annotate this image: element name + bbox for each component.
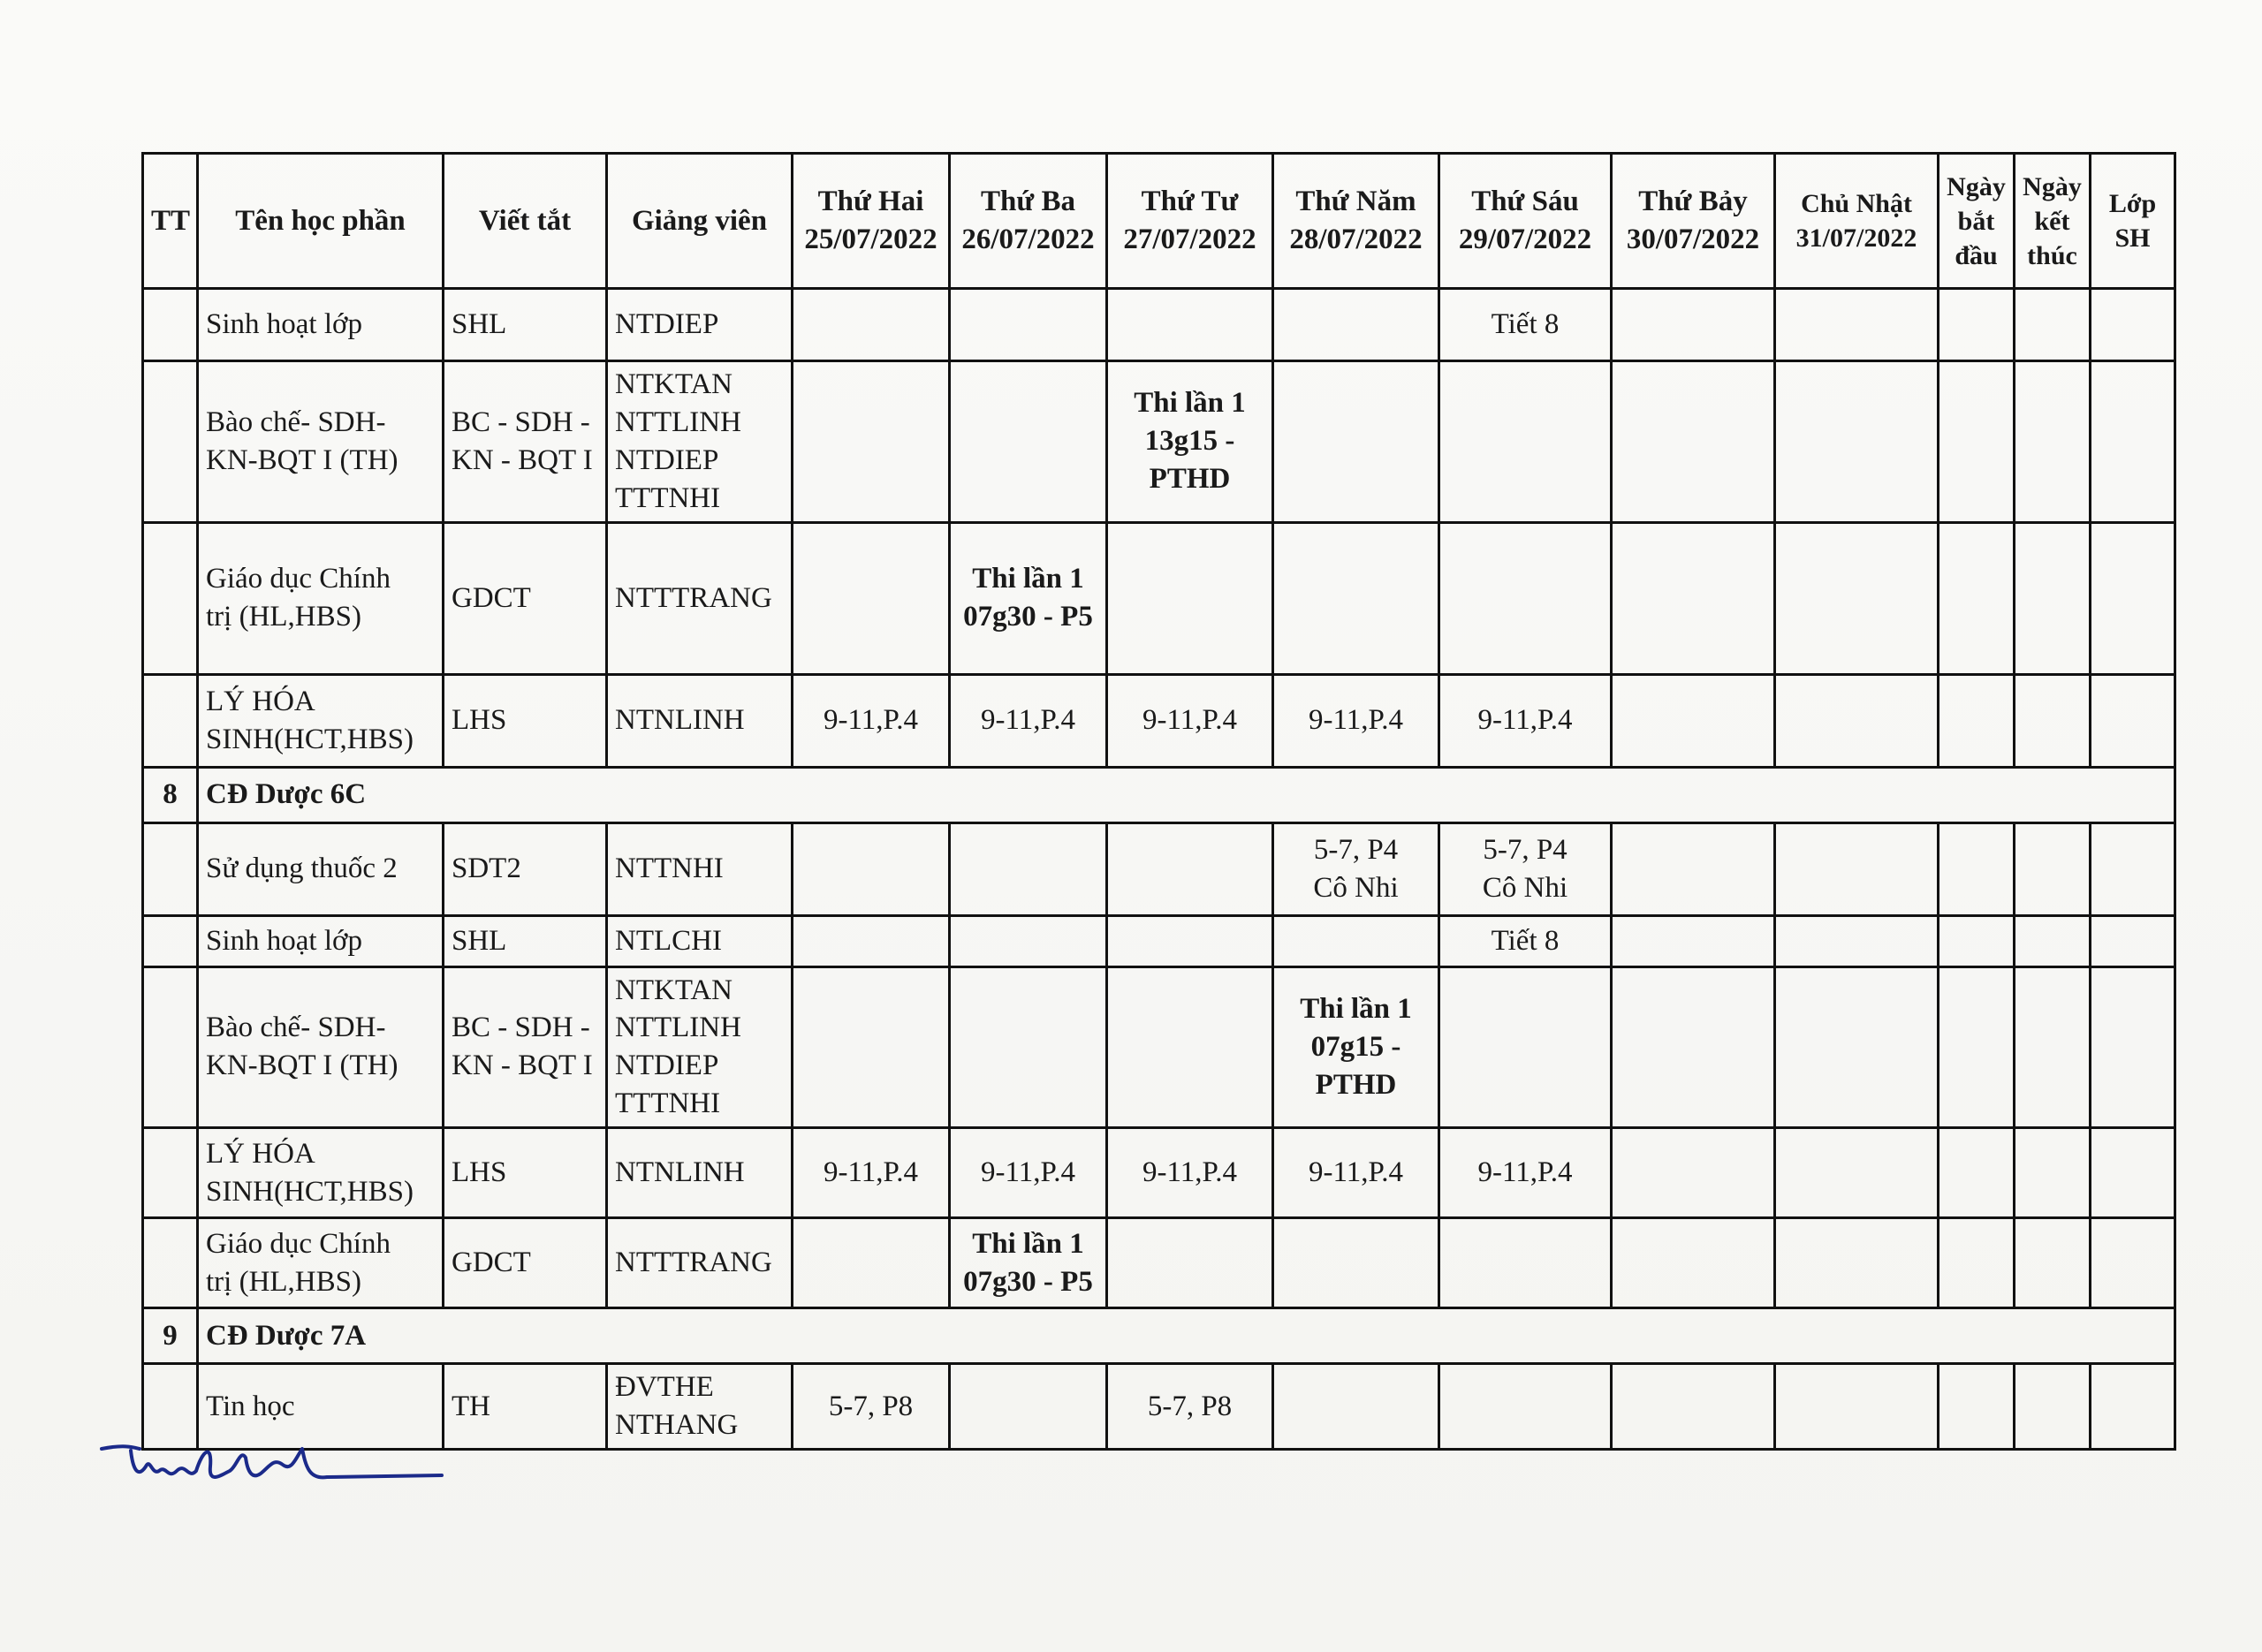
day-name: Thứ Ba xyxy=(981,186,1075,218)
day-cell: 9-11,P.4 xyxy=(1439,1128,1612,1218)
header-day-1 xyxy=(793,154,950,289)
day-cell xyxy=(793,966,950,1128)
header-day-2 xyxy=(950,154,1107,289)
schedule-body xyxy=(143,289,2175,1450)
day-cell xyxy=(1775,966,1939,1128)
group-number: 8 xyxy=(143,767,198,822)
day-cell: 9-11,P.4 xyxy=(1107,674,1273,767)
schedule-table xyxy=(141,152,2176,1451)
day-name: Thứ Tư xyxy=(1141,186,1239,218)
empty-cell xyxy=(2091,822,2175,915)
day-cell: 9-11,P.4 xyxy=(793,1128,950,1218)
abbr-cell: TH xyxy=(444,1364,607,1450)
day-cell xyxy=(1775,361,1939,523)
day-cell xyxy=(1775,915,1939,966)
day-cell: Thi lần 1 07g30 - P5 xyxy=(950,522,1107,674)
day-cell xyxy=(1612,522,1775,674)
day-date: 26/07/2022 xyxy=(961,224,1095,255)
day-cell: 9-11,P.4 xyxy=(1107,1128,1273,1218)
table-row xyxy=(143,822,2175,915)
day-cell: 9-11,P.4 xyxy=(1273,1128,1439,1218)
tt-cell xyxy=(143,915,198,966)
lecturer-cell: ĐVTHE NTHANG xyxy=(607,1364,793,1450)
tt-cell xyxy=(143,674,198,767)
day-cell xyxy=(1273,915,1439,966)
empty-cell xyxy=(2015,822,2091,915)
day-cell xyxy=(1775,1218,1939,1308)
course-cell: Giáo dục Chính trị (HL,HBS) xyxy=(198,1218,444,1308)
group-name: CĐ Dược 6C xyxy=(198,767,2175,822)
lecturer-cell: NTNLINH xyxy=(607,674,793,767)
day-cell xyxy=(1273,361,1439,523)
day-cell xyxy=(1775,1128,1939,1218)
empty-cell xyxy=(1939,674,2015,767)
empty-cell xyxy=(2015,361,2091,523)
day-cell xyxy=(1107,915,1273,966)
abbr-cell: SHL xyxy=(444,915,607,966)
abbr-cell: GDCT xyxy=(444,1218,607,1308)
day-cell: 9-11,P.4 xyxy=(1439,674,1612,767)
day-name: Thứ Năm xyxy=(1295,186,1416,218)
day-cell: 9-11,P.4 xyxy=(950,674,1107,767)
day-cell xyxy=(1775,289,1939,361)
course-cell: Bào chế- SDH- KN-BQT I (TH) xyxy=(198,966,444,1128)
course-cell: LÝ HÓA SINH(HCT,HBS) xyxy=(198,674,444,767)
day-cell xyxy=(793,361,950,523)
day-cell xyxy=(793,915,950,966)
day-cell xyxy=(1107,1218,1273,1308)
day-cell xyxy=(950,1364,1107,1450)
lecturer-cell: NTNLINH xyxy=(607,1128,793,1218)
empty-cell xyxy=(2015,289,2091,361)
day-cell xyxy=(1439,522,1612,674)
empty-cell xyxy=(2091,361,2175,523)
day-cell xyxy=(1612,1364,1775,1450)
header-row xyxy=(143,154,2175,289)
day-cell: 5-7, P4 Cô Nhi xyxy=(1273,822,1439,915)
day-cell xyxy=(1612,822,1775,915)
empty-cell xyxy=(2091,966,2175,1128)
header-course: Tên học phần xyxy=(198,154,444,289)
group-row xyxy=(143,1308,2175,1364)
header-class-sh: Lớp SH xyxy=(2091,154,2175,289)
day-cell xyxy=(1107,522,1273,674)
abbr-cell: LHS xyxy=(444,674,607,767)
handwritten-signature xyxy=(97,1431,451,1511)
empty-cell xyxy=(2091,522,2175,674)
course-cell: LÝ HÓA SINH(HCT,HBS) xyxy=(198,1128,444,1218)
empty-cell xyxy=(2091,915,2175,966)
empty-cell xyxy=(1939,915,2015,966)
abbr-cell: LHS xyxy=(444,1128,607,1218)
tt-cell xyxy=(143,966,198,1128)
day-date: 31/07/2022 xyxy=(1795,224,1917,253)
lecturer-cell: NTKTAN NTTLINH NTDIEP TTTNHI xyxy=(607,361,793,523)
tt-cell xyxy=(143,361,198,523)
empty-cell xyxy=(2015,1218,2091,1308)
day-date: 28/07/2022 xyxy=(1289,224,1423,255)
header-day-6 xyxy=(1612,154,1775,289)
header-day-7 xyxy=(1775,154,1939,289)
day-cell xyxy=(1612,674,1775,767)
group-number: 9 xyxy=(143,1308,198,1364)
day-cell xyxy=(950,915,1107,966)
day-cell xyxy=(1612,289,1775,361)
day-name: Thứ Sáu xyxy=(1471,186,1579,218)
day-date: 25/07/2022 xyxy=(804,224,937,255)
empty-cell xyxy=(2091,1128,2175,1218)
lecturer-cell: NTTTRANG xyxy=(607,522,793,674)
day-cell: 9-11,P.4 xyxy=(1273,674,1439,767)
group-name: CĐ Dược 7A xyxy=(198,1308,2175,1364)
table-row xyxy=(143,966,2175,1128)
day-cell xyxy=(1439,361,1612,523)
table-row xyxy=(143,289,2175,361)
abbr-cell: BC - SDH - KN - BQT I xyxy=(444,966,607,1128)
empty-cell xyxy=(1939,1364,2015,1450)
tt-cell xyxy=(143,522,198,674)
header-day-5 xyxy=(1439,154,1612,289)
header-abbr: Viết tắt xyxy=(444,154,607,289)
header-end-date: Ngày kết thúc xyxy=(2015,154,2091,289)
empty-cell xyxy=(2015,674,2091,767)
tt-cell xyxy=(143,1128,198,1218)
day-cell xyxy=(1273,289,1439,361)
day-cell xyxy=(1775,522,1939,674)
lecturer-cell: NTTTRANG xyxy=(607,1218,793,1308)
day-cell xyxy=(1775,674,1939,767)
lecturer-cell: NTDIEP xyxy=(607,289,793,361)
day-cell xyxy=(1612,1128,1775,1218)
day-cell xyxy=(950,361,1107,523)
empty-cell xyxy=(2091,1218,2175,1308)
table-row xyxy=(143,361,2175,523)
lecturer-cell: NTKTAN NTTLINH NTDIEP TTTNHI xyxy=(607,966,793,1128)
day-cell xyxy=(950,966,1107,1128)
empty-cell xyxy=(2015,966,2091,1128)
header-day-4 xyxy=(1273,154,1439,289)
day-cell: 5-7, P8 xyxy=(1107,1364,1273,1450)
empty-cell xyxy=(2091,674,2175,767)
day-cell xyxy=(1612,966,1775,1128)
header-start-date: Ngày bắt đầu xyxy=(1939,154,2015,289)
day-cell: 9-11,P.4 xyxy=(793,674,950,767)
day-cell xyxy=(793,1218,950,1308)
empty-cell xyxy=(1939,822,2015,915)
day-date: 27/07/2022 xyxy=(1123,224,1256,255)
empty-cell xyxy=(1939,522,2015,674)
abbr-cell: BC - SDH - KN - BQT I xyxy=(444,361,607,523)
table-row xyxy=(143,1218,2175,1308)
day-cell xyxy=(1439,1364,1612,1450)
table-row xyxy=(143,522,2175,674)
table-row xyxy=(143,915,2175,966)
empty-cell xyxy=(1939,966,2015,1128)
empty-cell xyxy=(1939,361,2015,523)
table-row xyxy=(143,1128,2175,1218)
day-cell xyxy=(1439,1218,1612,1308)
day-cell: Thi lần 1 13g15 - PTHD xyxy=(1107,361,1273,523)
empty-cell xyxy=(2015,522,2091,674)
day-cell xyxy=(950,822,1107,915)
empty-cell xyxy=(2015,1364,2091,1450)
empty-cell xyxy=(2015,1128,2091,1218)
header-tt: TT xyxy=(143,154,198,289)
day-name: Chủ Nhật xyxy=(1801,189,1912,218)
header-lecturer: Giảng viên xyxy=(607,154,793,289)
tt-cell xyxy=(143,289,198,361)
abbr-cell: SDT2 xyxy=(444,822,607,915)
empty-cell xyxy=(2015,915,2091,966)
course-cell: Tin học xyxy=(198,1364,444,1450)
day-cell xyxy=(1775,822,1939,915)
day-cell xyxy=(1439,966,1612,1128)
course-cell: Bào chế- SDH- KN-BQT I (TH) xyxy=(198,361,444,523)
group-row xyxy=(143,767,2175,822)
empty-cell xyxy=(1939,1218,2015,1308)
day-cell xyxy=(1107,822,1273,915)
day-date: 29/07/2022 xyxy=(1458,224,1592,255)
day-cell xyxy=(793,822,950,915)
day-cell xyxy=(1612,915,1775,966)
day-cell xyxy=(950,289,1107,361)
day-name: Thứ Hai xyxy=(817,186,924,218)
header-day-3 xyxy=(1107,154,1273,289)
tt-cell xyxy=(143,822,198,915)
day-cell xyxy=(1612,1218,1775,1308)
empty-cell xyxy=(1939,1128,2015,1218)
empty-cell xyxy=(1939,289,2015,361)
table-row xyxy=(143,674,2175,767)
course-cell: Sinh hoạt lớp xyxy=(198,915,444,966)
day-cell xyxy=(1107,966,1273,1128)
empty-cell xyxy=(2091,289,2175,361)
day-cell xyxy=(1107,289,1273,361)
abbr-cell: GDCT xyxy=(444,522,607,674)
course-cell: Giáo dục Chính trị (HL,HBS) xyxy=(198,522,444,674)
day-cell xyxy=(793,522,950,674)
lecturer-cell: NTLCHI xyxy=(607,915,793,966)
day-cell: 9-11,P.4 xyxy=(950,1128,1107,1218)
day-date: 30/07/2022 xyxy=(1626,224,1760,255)
course-cell: Sinh hoạt lớp xyxy=(198,289,444,361)
day-name: Thứ Bảy xyxy=(1638,186,1748,218)
day-cell: 5-7, P4 Cô Nhi xyxy=(1439,822,1612,915)
course-cell: Sử dụng thuốc 2 xyxy=(198,822,444,915)
day-cell xyxy=(1775,1364,1939,1450)
day-cell xyxy=(1273,1364,1439,1450)
abbr-cell: SHL xyxy=(444,289,607,361)
day-cell xyxy=(1612,361,1775,523)
day-cell: Thi lần 1 07g15 - PTHD xyxy=(1273,966,1439,1128)
day-cell: Thi lần 1 07g30 - P5 xyxy=(950,1218,1107,1308)
day-cell xyxy=(793,289,950,361)
day-cell xyxy=(1273,522,1439,674)
lecturer-cell: NTTNHI xyxy=(607,822,793,915)
day-cell: Tiết 8 xyxy=(1439,289,1612,361)
day-cell: Tiết 8 xyxy=(1439,915,1612,966)
tt-cell xyxy=(143,1218,198,1308)
empty-cell xyxy=(2091,1364,2175,1450)
day-cell xyxy=(1273,1218,1439,1308)
day-cell: 5-7, P8 xyxy=(793,1364,950,1450)
